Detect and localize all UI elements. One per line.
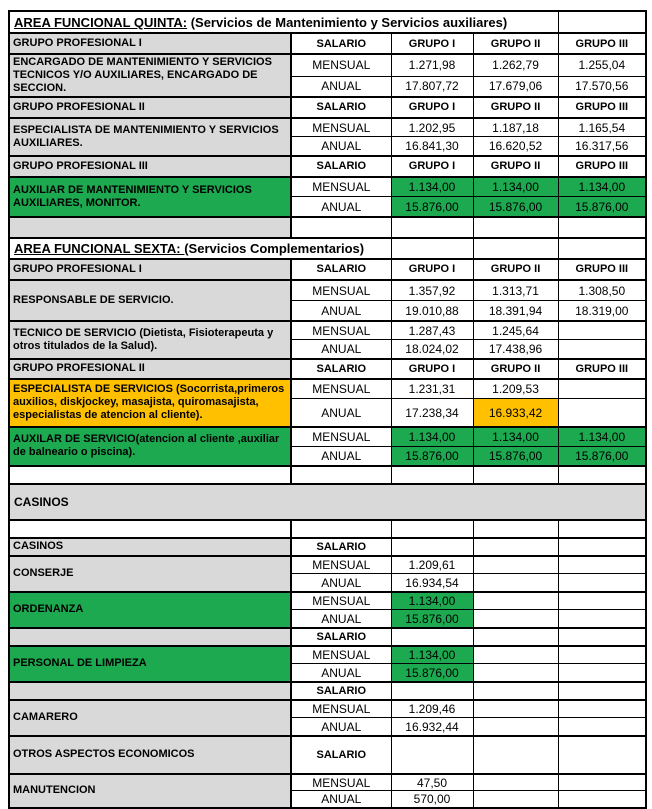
value-cell: 17.570,56 [558,76,646,97]
column-header: GRUPO III [558,156,646,177]
period-cell: ANUAL [291,791,391,808]
salario-cell: SALARIO [291,736,391,774]
period-cell: MENSUAL [291,774,391,791]
empty-cell [391,628,473,646]
value-cell [473,556,558,574]
group-header-label: GRUPO PROFESIONAL II [9,359,291,379]
value-cell: 16.620,52 [473,137,558,156]
value-cell: 1.357,92 [391,280,473,301]
empty-cell [558,520,646,538]
value-cell [558,399,646,427]
value-cell: 16.841,30 [391,137,473,156]
area-title-underlined: AREA FUNCIONAL QUINTA: [14,14,188,30]
row-label: CASINOS [9,538,291,556]
row-label: ESPECIALISTA DE SERVICIOS (Socorrista,primeros auxilios, diskjockey, masajista, quiromasajista, especialistas de atencion al cliente). [9,379,291,427]
value-cell: 15.876,00 [473,447,558,466]
value-cell [473,791,558,808]
column-header: SALARIO [291,259,391,280]
period-cell: MENSUAL [291,379,391,399]
column-header: GRUPO I [391,156,473,177]
empty-cell [291,520,391,538]
value-cell: 18.391,94 [473,301,558,321]
period-cell: ANUAL [291,137,391,156]
value-cell: 19.010,88 [391,301,473,321]
value-cell [558,340,646,359]
salary-table [8,10,647,809]
value-cell: 15.876,00 [473,197,558,217]
value-cell: 1.287,43 [391,321,473,340]
value-cell: 570,00 [391,791,473,808]
area-title-rest: Servicios Complementarios) [188,240,365,256]
period-cell: MENSUAL [291,280,391,301]
row-label: AUXILIAR DE MANTENIMIENTO Y SERVICIOS AUXILIARES, MONITOR. [9,177,291,217]
empty-cell [558,736,646,774]
value-cell: 1.231,31 [391,379,473,399]
row-label [9,628,291,646]
area-title [9,11,558,33]
row-label: TECNICO DE SERVICIO (Dietista, Fisioterapeuta y otros titulados de la Salud). [9,321,291,359]
value-cell [558,700,646,718]
value-cell: 15.876,00 [558,197,646,217]
period-cell: MENSUAL [291,646,391,664]
value-cell: 16.934,54 [391,574,473,592]
period-cell: ANUAL [291,301,391,321]
value-cell [558,610,646,628]
column-header: GRUPO III [558,33,646,54]
empty-cell [558,628,646,646]
value-cell [558,574,646,592]
salario-cell: SALARIO [291,628,391,646]
value-cell: 16.317,56 [558,137,646,156]
empty-cell [473,628,558,646]
value-cell: 1.308,50 [558,280,646,301]
empty-label-cell [9,466,291,484]
value-cell: 1.313,71 [473,280,558,301]
value-cell [473,774,558,791]
period-cell: ANUAL [291,574,391,592]
value-cell: 16.932,44 [391,718,473,736]
area-title-rest: (Servicios de Mantenimiento y Servicios auxiliares) [187,14,508,30]
row-label: ORDENANZA [9,592,291,628]
period-cell: MENSUAL [291,700,391,718]
empty-cell [558,238,646,259]
empty-cell [391,238,473,259]
value-cell: 18.319,00 [558,301,646,321]
row-label: AUXILAR DE SERVICIO(atencion al cliente ,auxiliar de balneario o piscina). [9,427,291,466]
value-cell: 1.134,00 [558,177,646,197]
empty-cell [473,538,558,556]
column-header: SALARIO [291,97,391,118]
value-cell: 15.876,00 [391,197,473,217]
value-cell [558,774,646,791]
row-label: RESPONSABLE DE SERVICIO. [9,280,291,321]
value-cell [473,718,558,736]
empty-cell [473,520,558,538]
value-cell [473,610,558,628]
period-cell: ANUAL [291,197,391,217]
group-header-label: GRUPO PROFESIONAL II [9,97,291,118]
value-cell [558,791,646,808]
empty-cell [291,217,391,238]
value-cell: 1.165,54 [558,118,646,137]
empty-cell [391,217,473,238]
period-cell: MENSUAL [291,427,391,447]
column-header: SALARIO [291,359,391,379]
empty-label-cell [9,520,291,538]
value-cell: 17.679,06 [473,76,558,97]
period-cell: MENSUAL [291,118,391,137]
section-band: CASINOS [9,484,646,520]
empty-cell [391,538,473,556]
value-cell: 1.245,64 [473,321,558,340]
period-cell: ANUAL [291,718,391,736]
row-label: CAMARERO [9,700,291,736]
value-cell: 17.238,34 [391,399,473,427]
row-label: CONSERJE [9,556,291,592]
empty-cell [473,682,558,700]
column-header: GRUPO III [558,359,646,379]
empty-cell [391,736,473,774]
value-cell [558,321,646,340]
value-cell [558,592,646,610]
row-label [9,682,291,700]
column-header: GRUPO I [391,33,473,54]
value-cell [558,646,646,664]
value-cell: 1.134,00 [391,646,473,664]
period-cell: MENSUAL [291,321,391,340]
period-cell: ANUAL [291,664,391,682]
value-cell: 15.876,00 [391,664,473,682]
value-cell: 16.933,42 [473,399,558,427]
column-header: GRUPO II [473,259,558,280]
value-cell: 1.134,00 [473,427,558,447]
empty-cell [558,11,646,33]
value-cell: 1.134,00 [391,427,473,447]
period-cell: MENSUAL [291,54,391,76]
value-cell [558,556,646,574]
empty-cell [391,682,473,700]
empty-cell [473,466,558,484]
value-cell: 1.271,98 [391,54,473,76]
value-cell [473,664,558,682]
value-cell: 15.876,00 [391,447,473,466]
column-header: GRUPO I [391,259,473,280]
area-title-underlined: AREA FUNCIONAL SEXTA: ( [14,240,189,256]
empty-label-cell [9,217,291,238]
row-label: OTROS ASPECTOS ECONOMICOS [9,736,291,774]
period-cell: ANUAL [291,610,391,628]
value-cell: 1.134,00 [558,427,646,447]
row-label: MANUTENCION [9,774,291,808]
empty-cell [391,520,473,538]
value-cell: 1.134,00 [391,592,473,610]
value-cell: 1.255,04 [558,54,646,76]
value-cell: 15.876,00 [391,610,473,628]
value-cell [473,646,558,664]
empty-cell [473,736,558,774]
value-cell: 18.024,02 [391,340,473,359]
group-header-label: GRUPO PROFESIONAL I [9,33,291,54]
column-header: GRUPO II [473,33,558,54]
value-cell: 1.187,18 [473,118,558,137]
row-label: ENCARGADO DE MANTENIMIENTO Y SERVICIOS TECNICOS Y/O AUXILIARES, ENCARGADO DE SECCION. [9,54,291,97]
empty-cell [558,466,646,484]
value-cell: 1.134,00 [391,177,473,197]
value-cell [558,718,646,736]
column-header: SALARIO [291,33,391,54]
area-title [9,238,391,259]
column-header: GRUPO I [391,97,473,118]
value-cell: 47,50 [391,774,473,791]
value-cell: 1.209,61 [391,556,473,574]
column-header: GRUPO III [558,97,646,118]
period-cell: ANUAL [291,76,391,97]
value-cell [558,379,646,399]
value-cell: 1.209,53 [473,379,558,399]
empty-cell [473,238,558,259]
value-cell: 1.202,95 [391,118,473,137]
column-header: GRUPO I [391,359,473,379]
value-cell [473,700,558,718]
value-cell: 1.209,46 [391,700,473,718]
column-header: GRUPO III [558,259,646,280]
value-cell [558,664,646,682]
group-header-label: GRUPO PROFESIONAL III [9,156,291,177]
value-cell: 15.876,00 [558,447,646,466]
empty-cell [558,217,646,238]
period-cell: ANUAL [291,340,391,359]
value-cell [473,592,558,610]
salario-cell: SALARIO [291,538,391,556]
column-header: GRUPO II [473,359,558,379]
value-cell: 17.438,96 [473,340,558,359]
group-header-label: GRUPO PROFESIONAL I [9,259,291,280]
value-cell [473,574,558,592]
value-cell: 1.134,00 [473,177,558,197]
value-cell: 1.262,79 [473,54,558,76]
empty-cell [558,682,646,700]
salario-cell: SALARIO [291,682,391,700]
row-label: ESPECIALISTA DE MANTENIMIENTO Y SERVICIOS AUXILIARES. [9,118,291,156]
column-header: SALARIO [291,156,391,177]
period-cell: ANUAL [291,447,391,466]
empty-cell [291,466,391,484]
empty-cell [558,538,646,556]
period-cell: MENSUAL [291,592,391,610]
row-label: PERSONAL DE LIMPIEZA [9,646,291,682]
period-cell: MENSUAL [291,556,391,574]
period-cell: MENSUAL [291,177,391,197]
column-header: GRUPO II [473,156,558,177]
column-header: GRUPO II [473,97,558,118]
empty-cell [391,466,473,484]
value-cell: 17.807,72 [391,76,473,97]
empty-cell [473,217,558,238]
period-cell: ANUAL [291,399,391,427]
